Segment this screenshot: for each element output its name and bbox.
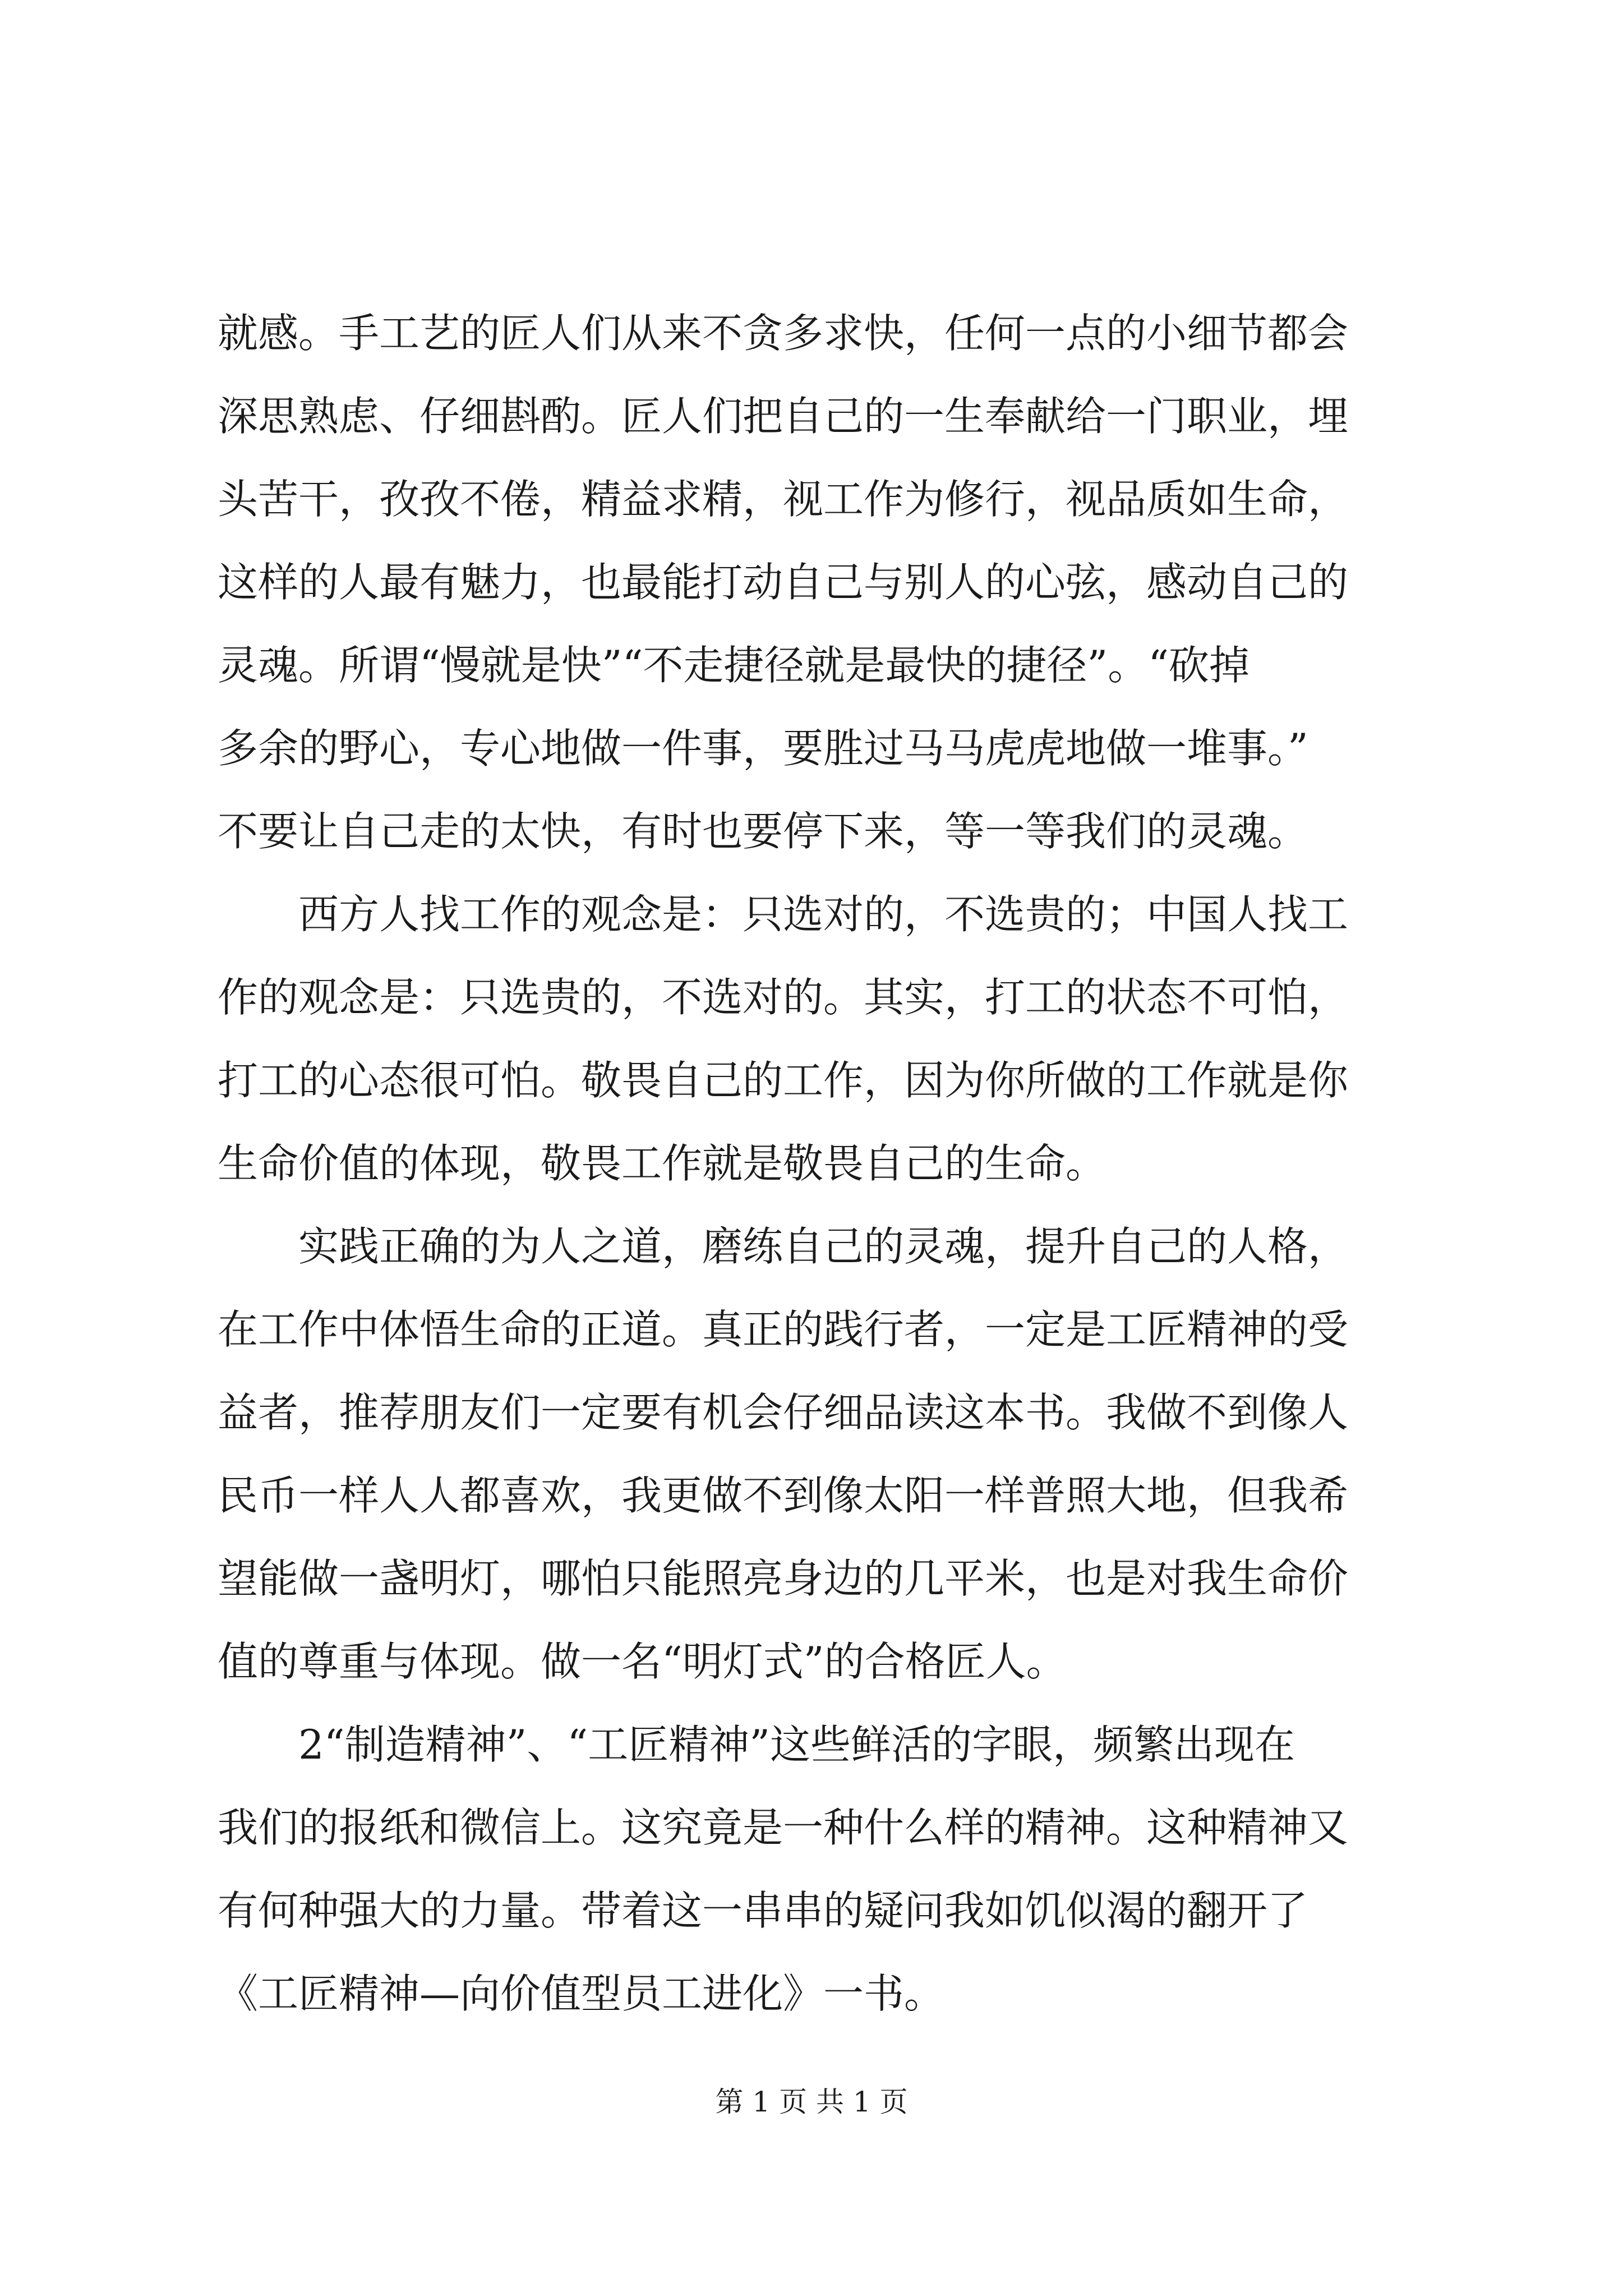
text-line: 《工匠精神—向价值型员工进化》一书。 — [218, 1970, 945, 2017]
page-footer: 第 1 页 共 1 页 — [715, 2086, 908, 2118]
text-line: 灵魂。所谓“慢就是快”“不走捷径就是最快的捷径”。“砍掉 — [218, 642, 1250, 689]
text-line: 不要让自己走的太快，有时也要停下来，等一等我们的灵魂。 — [218, 808, 1308, 855]
text-line: 头苦干，孜孜不倦，精益求精，视工作为修行，视品质如生命， — [218, 476, 1349, 523]
text-line: 实践正确的为人之道，磨练自己的灵魂，提升自己的人格， — [218, 1223, 1349, 1270]
text-line: 望能做一盏明灯，哪怕只能照亮身边的几平米，也是对我生命价 — [218, 1555, 1349, 1602]
text-line: 2“制造精神”、“工匠精神”这些鲜活的字眼，频繁出现在 — [218, 1721, 1295, 1768]
text-line: 作的观念是：只选贵的，不选对的。其实，打工的状态不可怕， — [218, 974, 1349, 1021]
text-line: 有何种强大的力量。带着这一串串的疑问我如饥似渴的翻开了 — [218, 1887, 1308, 1934]
text-line: 益者，推荐朋友们一定要有机会仔细品读这本书。我做不到像人 — [218, 1389, 1349, 1436]
body-text — [218, 292, 1412, 2035]
text-line: 我们的报纸和微信上。这究竟是一种什么样的精神。这种精神又 — [218, 1804, 1349, 1851]
text-line: 就感。手工艺的匠人们从来不贪多求快，任何一点的小细节都会 — [218, 310, 1349, 357]
text-line: 民币一样人人都喜欢，我更做不到像太阳一样普照大地，但我希 — [218, 1472, 1349, 1519]
text-line: 生命价值的体现，敬畏工作就是敬畏自己的生命。 — [218, 1140, 1106, 1187]
text-line: 这样的人最有魅力，也最能打动自己与别人的心弦，感动自己的 — [218, 559, 1349, 606]
text-line: 多余的野心，专心地做一件事，要胜过马马虎虎地做一堆事。” — [218, 725, 1308, 772]
text-line: 打工的心态很可怕。敬畏自己的工作，因为你所做的工作就是你 — [218, 1057, 1349, 1104]
text-line: 西方人找工作的观念是：只选对的，不选贵的；中国人找工 — [218, 891, 1349, 938]
text-line: 在工作中体悟生命的正道。真正的践行者，一定是工匠精神的受 — [218, 1306, 1349, 1353]
text-line: 深思熟虑、仔细斟酌。匠人们把自己的一生奉献给一门职业，埋 — [218, 393, 1349, 440]
text-line: 值的尊重与体现。做一名“明灯式”的合格匠人。 — [218, 1638, 1067, 1685]
